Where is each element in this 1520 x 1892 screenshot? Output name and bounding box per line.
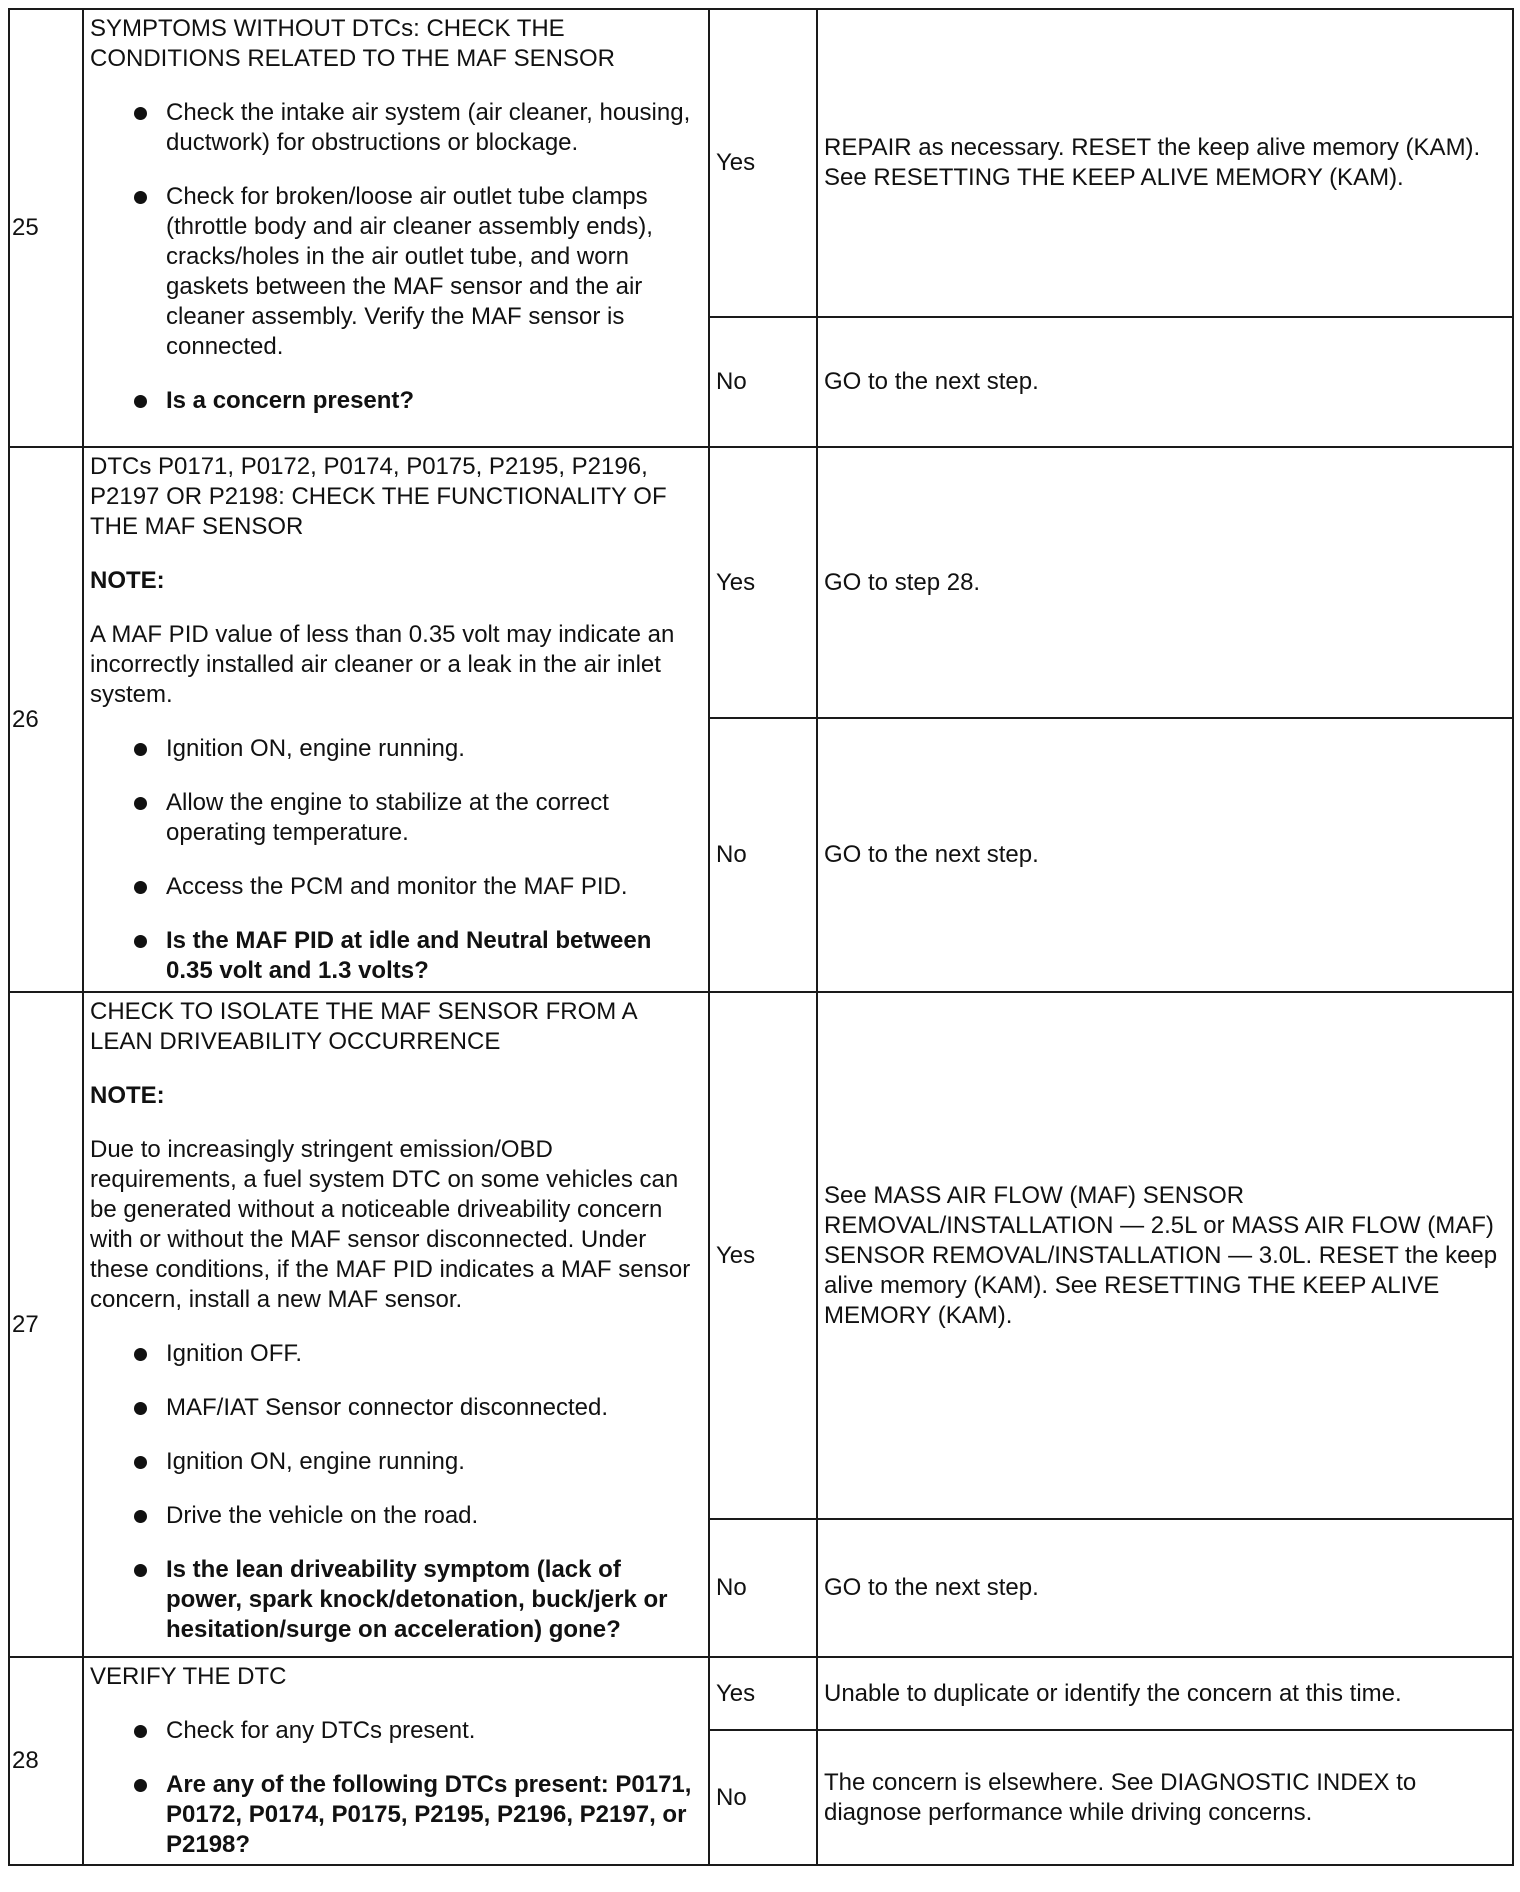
step-number: 27 — [9, 992, 83, 1657]
list-item: Ignition OFF. — [90, 1339, 702, 1369]
list-item: Drive the vehicle on the road. — [90, 1501, 702, 1531]
list-item: Check the intake air system (air cleaner, housing, ductwork) for obstructions or blockage. — [90, 98, 702, 158]
action-yes: GO to step 28. — [817, 447, 1513, 718]
bullet-icon — [134, 1402, 147, 1415]
bullet-icon — [134, 1564, 147, 1577]
answer-yes: Yes — [709, 1657, 817, 1730]
bullet-icon — [134, 935, 147, 948]
bullet-icon — [134, 797, 147, 810]
step-number: 26 — [9, 447, 83, 992]
step-description — [83, 992, 709, 1657]
step-number: 25 — [9, 9, 83, 447]
step-title: CHECK TO ISOLATE THE MAF SENSOR FROM A LEAN DRIVEABILITY OCCURRENCE — [90, 998, 637, 1055]
bullet-icon — [134, 1348, 147, 1361]
step-description — [83, 447, 709, 992]
answer-yes: Yes — [709, 992, 817, 1519]
step-question: Is the lean driveability symptom (lack of power, spark knock/detonation, buck/jerk or hesitation/surge on acceleration) gone? — [90, 1555, 702, 1645]
step-question: Are any of the following DTCs present: P0171, P0172, P0174, P0175, P2195, P2196, P2197, or P2198? — [90, 1770, 702, 1860]
note-text: A MAF PID value of less than 0.35 volt may indicate an incorrectly installed air cleaner or a leak in the air inlet system. — [90, 621, 675, 708]
answer-no: No — [709, 718, 817, 992]
bullet-icon — [134, 1779, 147, 1792]
bullet-icon — [134, 1510, 147, 1523]
step-question: Is a concern present? — [90, 386, 702, 416]
table-row — [9, 447, 1513, 718]
diagnostic-table — [8, 8, 1514, 1866]
list-item: Check for broken/loose air outlet tube clamps (throttle body and air cleaner assembly ends), cracks/holes in the air outlet tube, and worn gaskets between the MAF sensor and the air cleaner assembly. Verify the MAF sensor is connected. — [90, 182, 702, 362]
answer-no: No — [709, 317, 817, 447]
bullet-icon — [134, 881, 147, 894]
list-item: Allow the engine to stabilize at the correct operating temperature. — [90, 788, 702, 848]
bullet-icon — [134, 191, 147, 204]
bullet-icon — [134, 1456, 147, 1469]
step-description — [83, 1657, 709, 1865]
step-title: VERIFY THE DTC — [90, 1663, 287, 1690]
list-item: Access the PCM and monitor the MAF PID. — [90, 872, 702, 902]
table-row — [9, 9, 1513, 317]
step-title: DTCs P0171, P0172, P0174, P0175, P2195, P2196, P2197 OR P2198: CHECK THE FUNCTIONALITY OF THE MAF SENSOR — [90, 453, 667, 540]
list-item: Ignition ON, engine running. — [90, 1447, 702, 1477]
action-no: GO to the next step. — [817, 718, 1513, 992]
step-number: 28 — [9, 1657, 83, 1865]
answer-yes: Yes — [709, 9, 817, 317]
action-no: GO to the next step. — [817, 1519, 1513, 1657]
note-label: NOTE: — [90, 567, 165, 594]
action-no: GO to the next step. — [817, 317, 1513, 447]
step-bullet-list — [90, 1339, 702, 1645]
table-row — [9, 992, 1513, 1519]
action-yes: Unable to duplicate or identify the concern at this time. — [817, 1657, 1513, 1730]
answer-yes: Yes — [709, 447, 817, 718]
step-question: Is the MAF PID at idle and Neutral between 0.35 volt and 1.3 volts? — [90, 926, 702, 986]
bullet-icon — [134, 1725, 147, 1738]
list-item: Check for any DTCs present. — [90, 1716, 702, 1746]
bullet-icon — [134, 107, 147, 120]
action-no: The concern is elsewhere. See DIAGNOSTIC INDEX to diagnose performance while driving concerns. — [817, 1730, 1513, 1865]
step-bullet-list — [90, 734, 702, 986]
list-item: Ignition ON, engine running. — [90, 734, 702, 764]
note-text: Due to increasingly stringent emission/OBD requirements, a fuel system DTC on some vehicles can be generated without a noticeable driveability concern with or without the MAF sensor disconnected. Under these conditions, if the MAF PID indicates a MAF sensor concern, install a new MAF sensor. — [90, 1136, 691, 1313]
step-title: SYMPTOMS WITHOUT DTCs: CHECK THE CONDITIONS RELATED TO THE MAF SENSOR — [90, 15, 615, 72]
bullet-icon — [134, 395, 147, 408]
answer-no: No — [709, 1519, 817, 1657]
action-yes: REPAIR as necessary. RESET the keep alive memory (KAM). See RESETTING THE KEEP ALIVE MEMORY (KAM). — [817, 9, 1513, 317]
step-description — [83, 9, 709, 447]
table-row — [9, 1657, 1513, 1730]
action-yes: See MASS AIR FLOW (MAF) SENSOR REMOVAL/INSTALLATION — 2.5L or MASS AIR FLOW (MAF) SENSOR REMOVAL/INSTALLATION — 3.0L. RESET the keep alive memory (KAM). See RESETTING THE KEEP ALIVE MEMORY (KAM). — [817, 992, 1513, 1519]
bullet-icon — [134, 743, 147, 756]
step-bullet-list — [90, 1716, 702, 1860]
answer-no: No — [709, 1730, 817, 1865]
list-item: MAF/IAT Sensor connector disconnected. — [90, 1393, 702, 1423]
note-label: NOTE: — [90, 1082, 165, 1109]
step-bullet-list — [90, 98, 702, 416]
